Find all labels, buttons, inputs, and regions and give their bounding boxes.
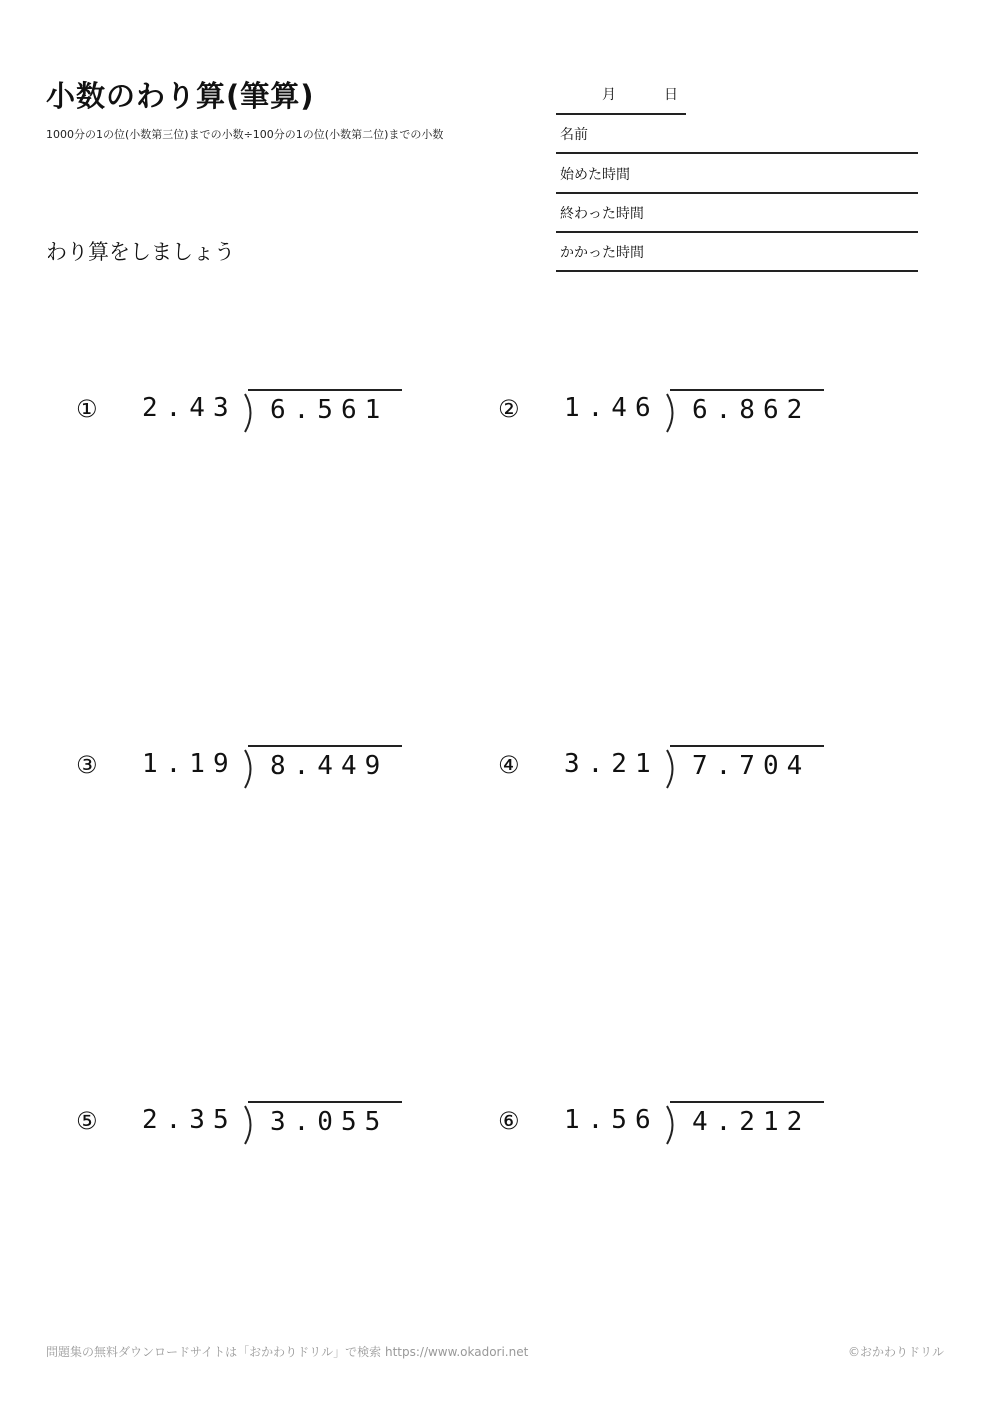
page-title: 小数のわり算(筆算)	[46, 79, 315, 113]
problem-number: ①	[76, 395, 98, 423]
problem-3	[76, 745, 476, 805]
problem-number: ④	[498, 751, 520, 779]
dividend: 6.561	[270, 395, 389, 425]
elapsed-time-field[interactable]	[556, 232, 918, 272]
month-label: 月	[602, 87, 616, 103]
problem-4	[498, 745, 898, 805]
dividend: 8.449	[270, 751, 389, 781]
division-overline	[670, 389, 824, 391]
day-label: 日	[664, 87, 678, 103]
divisor: 2.43	[142, 393, 237, 423]
name-label: 名前	[560, 127, 588, 143]
name-field[interactable]	[556, 114, 918, 154]
instruction-text: わり算をしましょう	[46, 240, 235, 264]
problem-number: ⑤	[76, 1107, 98, 1135]
start-time-label: 始めた時間	[560, 167, 630, 183]
division-bracket-icon	[664, 749, 678, 789]
divisor: 3.21	[564, 749, 659, 779]
end-time-label: 終わった時間	[560, 206, 644, 222]
dividend: 6.862	[692, 395, 811, 425]
problem-2	[498, 389, 898, 449]
divisor: 2.35	[142, 1105, 237, 1135]
elapsed-time-label: かかった時間	[560, 245, 644, 261]
division-bracket-icon	[242, 393, 256, 433]
division-overline	[248, 1101, 402, 1103]
division-bracket-icon	[664, 393, 678, 433]
problem-1	[76, 389, 476, 449]
division-bracket-icon	[242, 749, 256, 789]
divisor: 1.19	[142, 749, 237, 779]
division-overline	[670, 1101, 824, 1103]
division-bracket-icon	[664, 1105, 678, 1145]
problem-5	[76, 1101, 476, 1161]
dividend: 7.704	[692, 751, 811, 781]
division-overline	[248, 745, 402, 747]
footer-copyright: ©おかわりドリル	[847, 1345, 944, 1359]
footer-site-note: 問題集の無料ダウンロードサイトは「おかわりドリル」で検索 https://www.okadori.net	[46, 1345, 529, 1359]
end-time-field[interactable]	[556, 193, 918, 233]
divisor: 1.46	[564, 393, 659, 423]
dividend: 4.212	[692, 1107, 811, 1137]
start-time-field[interactable]	[556, 154, 918, 194]
page-subtitle: 1000分の1の位(小数第三位)までの小数÷100分の1の位(小数第二位)までの小数	[46, 128, 444, 141]
divisor: 1.56	[564, 1105, 659, 1135]
problem-number: ②	[498, 395, 520, 423]
date-field[interactable]	[556, 84, 686, 115]
problem-number: ⑥	[498, 1107, 520, 1135]
dividend: 3.055	[270, 1107, 389, 1137]
problem-6	[498, 1101, 898, 1161]
division-overline	[248, 389, 402, 391]
problem-number: ③	[76, 751, 98, 779]
division-overline	[670, 745, 824, 747]
division-bracket-icon	[242, 1105, 256, 1145]
